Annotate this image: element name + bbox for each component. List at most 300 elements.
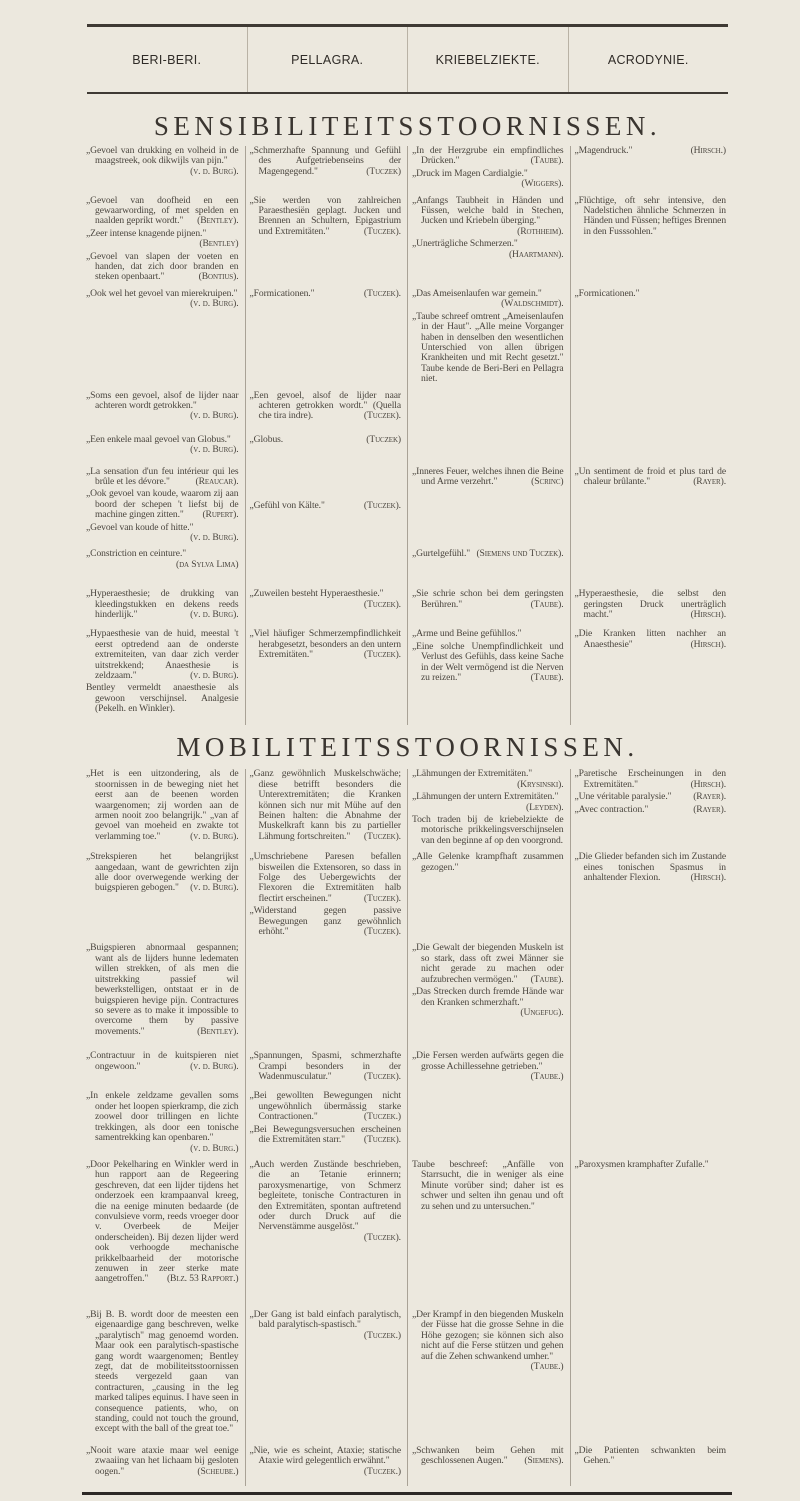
cell-beri-beri: [82, 769, 245, 852]
cell-beri-beri: [82, 467, 245, 550]
quote-text: „Un sentiment de froid et plus tard de chaleur brûlante.": [574, 465, 726, 487]
cell-acrodynie: [570, 196, 733, 289]
quote-entry: [412, 196, 564, 238]
cell-acrodynie: [570, 1091, 733, 1159]
quote-entry: [250, 435, 402, 445]
column-header-beri-beri: BERI-BERI.: [132, 52, 202, 67]
table-row: [82, 629, 732, 725]
quote-author: (v. d. Burg).: [190, 443, 239, 455]
quote-entry: [250, 589, 402, 610]
quote-author: (Tuczek): [366, 433, 401, 445]
quote-text: „Lähmungen der untern Extremitäten.": [412, 791, 559, 803]
quote-author: (Scrinc): [531, 475, 564, 487]
quote-entry: [412, 1310, 564, 1372]
quote-text: „Das Strecken durch fremde Hände war den Kranken schmerzhaft.": [412, 986, 564, 1008]
quote-entry: [86, 435, 239, 456]
quote-entry: [250, 852, 402, 904]
cell-acrodynie: [570, 852, 733, 943]
quote-author: (Siemens und Tuczek).: [476, 548, 564, 560]
quote-text: „Nooit ware ataxie maar wel eenige zwaaiing van het lichaam bij gesloten oogen.": [86, 1444, 239, 1477]
quote-author: (da Sylva Lima): [176, 558, 239, 570]
quote-text: „Bei Bewegungsversuchen erscheinen die Extremitäten starr.": [249, 1123, 401, 1146]
quote-entry: [412, 289, 564, 310]
quote-entry: [86, 943, 239, 1037]
quote-entry: [250, 1310, 402, 1341]
quote-author: (Scheube.): [197, 1465, 239, 1477]
quote-author: (Bentley): [199, 238, 239, 250]
table-row: [82, 852, 732, 943]
cell-kriebelziekte: [407, 1310, 570, 1446]
quote-entry: [575, 792, 727, 802]
quote-author: (Tuczek).: [363, 649, 401, 661]
quote-author: (Haartmann).: [508, 248, 564, 260]
quote-text: „Schwanken beim Gehen mit geschlossenen Augen.": [412, 1444, 564, 1467]
quote-entry: [412, 549, 564, 559]
quote-author: (Tuczek.): [363, 1329, 401, 1341]
quote-text: „Der Gang ist bald einfach paralytisch, bald paralytisch-spastisch.": [249, 1308, 401, 1331]
table-row: [82, 435, 732, 467]
cell-kriebelziekte: [407, 943, 570, 1051]
quote-entry: [575, 146, 727, 156]
quote-author: (Taube).: [530, 672, 564, 683]
cell-pellagra: [245, 146, 408, 196]
quote-text: „Ganz gewöhnlich Muskelschwäche; diese betrifft besonders die Unterextremitäten; die Kranken können sich nur mit Mühe auf den Beinen halten: die Abnahme der Muskelkraft kann bis zu partieller Lähmung fortschreiten.": [249, 768, 401, 842]
quote-text: „Gevoel van drukking en volheid in de maagstreek, ook dikwijls van pijn.": [86, 145, 239, 167]
quote-entry: [412, 239, 564, 260]
table-row: [82, 1446, 732, 1486]
quote-entry: [250, 196, 402, 238]
quote-entry: [86, 629, 239, 681]
quote-author: (v. d. Burg).: [190, 165, 239, 177]
quote-text: „Spannungen, Spasmi, schmerzhafte Crampi besonders in der Wadenmusculatur.": [249, 1050, 401, 1083]
quote-author: (v. d. Burg.): [190, 1142, 239, 1154]
quote-entry: [250, 1160, 402, 1243]
quote-text: „Die Glieder befanden sich im Zustande eines tonischen Spasmus in anhaltender Flexion.: [574, 851, 726, 884]
quote-entry: [575, 467, 727, 488]
quote-author: (v. d. Burg).: [190, 531, 239, 543]
quote-entry: [575, 1446, 727, 1467]
cell-pellagra: [245, 467, 408, 550]
quote-author: (Hirsch).: [690, 778, 726, 790]
cell-kriebelziekte: [407, 769, 570, 852]
quote-text: „Sie werden von zahlreichen Paraesthesiën geplagt. Jucken und Brennen an Schultern, Epigastrium und Extremitäten.": [249, 194, 401, 237]
quote-entry: [250, 629, 402, 660]
quote-author: (Bentley).: [197, 215, 239, 227]
quote-entry: [250, 391, 402, 422]
quote-text: „Formicationen.": [574, 287, 640, 299]
quote-author: (Wiggers).: [521, 178, 564, 190]
quote-author: (Tuczek).: [363, 830, 401, 842]
cell-acrodynie: [570, 943, 733, 1051]
quote-entry: [86, 523, 239, 544]
quote-author: (v. d. Burg).: [190, 1060, 239, 1072]
quote-entry: [575, 852, 727, 883]
quote-entry: [86, 146, 239, 177]
cell-acrodynie: [570, 629, 733, 725]
column-header-acrodynie: ACRODYNIE.: [568, 27, 729, 92]
cell-kriebelziekte: [407, 391, 570, 435]
quote-text: „Die Gewalt der biegenden Muskeln ist so stark, dass oft zwei Männer sie nicht gerade zu machen oder aufzubrechen vermögen.": [412, 942, 564, 985]
quote-entry: [412, 792, 564, 813]
quote-text: „Paroxysmen kramphafter Zufalle.": [574, 1158, 709, 1170]
cell-beri-beri: [82, 435, 245, 467]
section-title-sensibiliteit: SENSIBILITEITSSTOORNISSEN.: [153, 111, 662, 141]
cell-acrodynie: [570, 1160, 733, 1310]
quote-text: „Taube schreef omtrent „Ameisenlaufen in der Haut". „Alle meine Vorganger haben in denselben den wesentlichen Unterschied von allen übrigen Krankheiten und mit Recht gesetzt." Taube kende de Beri-Beri en Pellagra niet.: [412, 310, 564, 385]
cell-beri-beri: [82, 589, 245, 629]
quote-author: (Tuczek).: [363, 225, 401, 237]
cell-acrodynie: [570, 1310, 733, 1446]
quote-entry: [412, 1446, 564, 1467]
column-header-kriebelziekte: KRIEBELZIEKTE.: [407, 27, 568, 92]
column-header-row: [87, 24, 728, 94]
quote-entry: [250, 1051, 402, 1082]
table-row: [82, 146, 732, 196]
quote-text: „Magendruck.": [574, 145, 633, 156]
quote-text: „Het is een uitzondering, als de stoornissen in de beweging niet het eerst aan de beenen worden waargenomen; zij worden aan de armen nooit zoo belangrijk." „van af gevoel van moeheid en zwakte tot verlamming toe.": [86, 768, 239, 842]
quote-text: „Une véritable paralysie.": [574, 791, 672, 803]
quote-entry: [412, 987, 564, 1018]
quote-author: (Tuczek).: [363, 287, 401, 299]
quote-author: (v. d. Burg).: [190, 882, 239, 894]
quote-author: (Siemens).: [524, 1455, 564, 1467]
quote-text: „Ook gevoel van koude, waarom zij aan boord der schepen 't liefst bij de machine gingen zitten.": [86, 488, 239, 521]
cell-kriebelziekte: [407, 1446, 570, 1486]
quote-text: „Anfangs Taubheit in Händen und Füssen, welche bald in Stechen, Jucken und Kriebeln überging.": [412, 194, 564, 227]
cell-pellagra: [245, 1091, 408, 1159]
quote-entry: [86, 1091, 239, 1153]
table-row: [82, 1310, 732, 1446]
quote-entry: [575, 805, 727, 815]
quote-author: (Tuczek).: [363, 499, 401, 511]
quote-author: (Blz. 53 Rapport.): [166, 1273, 239, 1285]
quote-text: „Sie schrie schon bei dem geringsten Berühren.": [412, 588, 564, 610]
quote-text: „Gevoel van koude of hitte.": [86, 521, 194, 533]
quote-author: (Hirsch.): [690, 145, 726, 156]
quote-author: (Rayer).: [693, 803, 726, 815]
quote-entry: [412, 146, 564, 167]
quote-entry: [575, 629, 727, 650]
cell-beri-beri: [82, 1091, 245, 1159]
cell-kriebelziekte: [407, 629, 570, 725]
quote-author: (Bentley).: [197, 1025, 239, 1037]
quote-text: „Das Ameisenlaufen war gemein.": [412, 287, 542, 299]
cell-pellagra: [245, 769, 408, 852]
table-row: [82, 196, 732, 289]
table-row: [82, 1091, 732, 1159]
quote-entry: [412, 852, 564, 873]
quote-author: (v. d. Burg).: [190, 830, 239, 842]
quote-text: „Gevoel van slapen der voeten en handen, dat zich door branden en steken openbaart.": [86, 250, 239, 283]
table-row: [82, 467, 732, 550]
quote-entry: [250, 1446, 402, 1477]
cell-acrodynie: [570, 549, 733, 589]
table-row: [82, 589, 732, 629]
cell-acrodynie: [570, 435, 733, 467]
quote-author: (Hirsch).: [690, 609, 726, 621]
quote-entry: [412, 1051, 564, 1082]
cell-pellagra: [245, 943, 408, 1051]
quote-author: (Leyden).: [526, 801, 564, 813]
quote-entry: [412, 642, 564, 684]
quote-author: (Tuczek).: [363, 410, 401, 422]
quote-text: „Auch werden Zustände beschrieben, die an Tetanie erinnern; paroxysmenartige, von Schmerz begleitete, tonische Contracturen in den Extremitäten, spontan auftretend oder durch Druck auf die Nervenstämme ausgelöst.": [249, 1158, 401, 1233]
cell-beri-beri: [82, 1051, 245, 1091]
quote-author: (v. d. Burg).: [190, 609, 239, 621]
column-header-pellagra: PELLAGRA.: [247, 27, 408, 92]
quote-author: (Tuczek.): [363, 1465, 401, 1477]
quote-entry: [250, 289, 402, 299]
quote-text: „Die Fersen werden aufwärts gegen die grosse Achillessehne getrieben.": [412, 1050, 564, 1072]
quote-text: „Eine solche Unempfindlichkeit und Verlust des Gefühls, dass keine Sache in der Welt vermögend ist die Nerven zu reizen.": [412, 640, 564, 683]
quote-entry: [86, 252, 239, 283]
quote-entry: [86, 1310, 239, 1435]
table-row: [82, 289, 732, 391]
quote-entry: [86, 589, 239, 620]
quote-entry: [86, 196, 239, 227]
quote-author: (Waldschmidt).: [501, 298, 564, 310]
quote-entry: [575, 289, 727, 299]
quote-text: „Die Patienten schwankten beim Gehen.": [574, 1444, 726, 1467]
cell-kriebelziekte: [407, 289, 570, 391]
cell-pellagra: [245, 1051, 408, 1091]
cell-kriebelziekte: [407, 467, 570, 550]
quote-entry: [86, 489, 239, 520]
quote-text: „Een gevoel, alsof de lijder naar achteren getrokken wordt." (Quella che tira indre).: [249, 389, 401, 422]
cell-kriebelziekte: [407, 435, 570, 467]
quote-entry: [86, 549, 239, 570]
quote-author: (Tuczek): [366, 165, 401, 177]
quote-entry: [575, 769, 727, 790]
quote-author: (Taube.): [530, 1071, 564, 1083]
quote-text: „Gurtelgefühl.": [412, 548, 471, 560]
quote-text: „In der Herzgrube ein empfindliches Drücken.": [412, 145, 564, 167]
quote-entry: [250, 769, 402, 842]
quote-author: (Rayer).: [693, 791, 726, 803]
quote-author: (Taube).: [530, 598, 564, 610]
cell-kriebelziekte: [407, 196, 570, 289]
quote-entry: [412, 629, 564, 639]
table-row: [82, 391, 732, 435]
quote-entry: [575, 196, 727, 238]
quote-text: „Bei gewollten Bewegungen nicht ungewöhnlich übermässig starke Contractionen.": [249, 1090, 401, 1123]
quote-author: (Tuczek.): [363, 1111, 401, 1123]
quote-entry: [412, 815, 564, 846]
cell-beri-beri: [82, 943, 245, 1051]
cell-acrodynie: [570, 769, 733, 852]
quote-entry: [250, 501, 402, 511]
quote-text: „In enkele zeldzame gevallen soms onder het loopen spierkramp, die zich zoowel door trillingen en lichte trekkingen, als door een tonische samentrekking kan openbaren.": [86, 1090, 239, 1144]
quote-entry: [86, 1051, 239, 1072]
quote-text: „Formicationen.": [249, 287, 315, 299]
quote-text: „Zeer intense knagende pijnen.": [86, 227, 207, 239]
quote-author: (Tuczek).: [363, 926, 401, 938]
quote-entry: [412, 1160, 564, 1212]
quote-text: „Der Krampf in den biegenden Muskeln der Füsse hat die grosse Sehne in die Höhe gezogen; sie können sich also nicht auf die Ferse stützen und gehen auf die Zehen schwankend umher.": [412, 1308, 564, 1362]
cell-beri-beri: [82, 1160, 245, 1310]
section-title-mobiliteit: MOBILITEITSSTOORNISSEN.: [176, 732, 639, 763]
cell-acrodynie: [570, 1051, 733, 1091]
quote-text: „Nie, wie es scheint, Ataxie; statische Ataxie wird gelegentlich erwähnt.": [249, 1444, 401, 1467]
cell-beri-beri: [82, 196, 245, 289]
quote-text: „Hypaesthesie van de huid, meestal 't eerst optredend aan de onderste extremiteiten, van daar zich verder uitstrekkend; Anaesthesie is zeldzaam.": [86, 628, 239, 681]
quote-entry: [86, 467, 239, 488]
quote-author: (Rayer).: [693, 475, 726, 487]
cell-acrodynie: [570, 391, 733, 435]
quote-text: „Widerstand gegen passive Bewegungen ganz gewöhnlich erhöht.": [249, 905, 401, 938]
cell-beri-beri: [82, 1310, 245, 1446]
quote-text: „Hyperaesthesie; de drukking van kleedingstukken en dekens reeds hinderlijk.": [86, 588, 239, 621]
quote-text: „Umschriebene Paresen befallen bisweilen die Extensoren, so dass in Folge des Uebergewichts der Flexoren die Extremitäten halb flectirt erscheinen.": [249, 851, 401, 904]
cell-pellagra: [245, 196, 408, 289]
quote-text: „Unerträgliche Schmerzen.": [412, 238, 518, 250]
cell-kriebelziekte: [407, 852, 570, 943]
cell-acrodynie: [570, 1446, 733, 1486]
quote-text: Taube beschreef: „Anfälle von Starrsucht, die in weniger als eine Minute vorüber sind; daher ist es schwer und selten ihn genau und oft zu sehen und zu untersuchen.": [412, 1158, 564, 1212]
quote-text: „Zuweilen besteht Hyperaesthesie.": [249, 588, 384, 600]
cell-kriebelziekte: [407, 549, 570, 589]
quote-entry: [412, 467, 564, 488]
quote-entry: [412, 769, 564, 790]
cell-pellagra: [245, 1160, 408, 1310]
quote-entry: [250, 146, 402, 177]
quote-text: „Lähmungen der Extremitäten.": [412, 768, 533, 780]
section-mobiliteit-table: [82, 769, 732, 1486]
quote-entry: [86, 1160, 239, 1285]
table-row: [82, 769, 732, 852]
cell-kriebelziekte: [407, 1091, 570, 1159]
quote-author: (Rupert).: [202, 509, 239, 521]
quote-author: (Tuczek).: [363, 1231, 401, 1243]
quote-author: (Tuczek).: [363, 1134, 401, 1146]
quote-text: „Druck im Magen Cardialgie.": [412, 167, 528, 179]
table-row: [82, 549, 732, 589]
cell-beri-beri: [82, 629, 245, 725]
quote-entry: [412, 312, 564, 385]
quote-text: „Flüchtige, oft sehr intensive, den Nadelstichen ähnliche Schmerzen in Händen und Füssen; heftiges Brennen in den Fusssohlen.": [574, 194, 727, 237]
cell-beri-beri: [82, 391, 245, 435]
cell-pellagra: [245, 391, 408, 435]
quote-entry: [575, 1160, 727, 1170]
quote-entry: [86, 852, 239, 894]
cell-pellagra: [245, 549, 408, 589]
quote-text: „Bij B. B. wordt door de meesten een eigenaardige gang beschreven, welke „paralytisch" mag genoemd worden. Maar ook een paralytisch-spastische gang wordt waargenomen; Bentley zegt, dat de mobiliteitsstoornissen steeds vergezeld gaan van contracturen, „causing in the leg marked talipes equinus. I have seen in consequence patients, who, on standing, could not touch the ground, except with the ball of the great toe.": [86, 1308, 239, 1435]
quote-text: „Soms een gevoel, alsof de lijder naar achteren wordt getrokken.": [86, 389, 239, 411]
quote-text: „Arme und Beine gefühllos.": [412, 628, 522, 640]
quote-author: (Hirsch).: [690, 638, 726, 650]
quote-text: „Buigspieren abnormaal gespannen; want als de lijders hunne ledematen willen strekken, of als men die uitstrekking passief wil bewerkstelligen, ontstaat er in de buigspieren hevige pijn. Contractures so severe as to make it impossible to overcome them by passive movements.": [86, 942, 239, 1037]
quote-entry: [86, 683, 239, 714]
quote-text: „Ook wel het gevoel van mierekruipen.": [86, 287, 238, 299]
quote-text: „Constriction en ceinture.": [86, 548, 187, 560]
quote-entry: [86, 229, 239, 250]
bottom-rule: [82, 1492, 732, 1495]
quote-author: (Taube).: [530, 973, 564, 985]
cell-beri-beri: [82, 549, 245, 589]
cell-acrodynie: [570, 589, 733, 629]
cell-acrodynie: [570, 289, 733, 391]
quote-author: (Taube.): [530, 1360, 564, 1372]
quote-entry: [412, 943, 564, 985]
quote-entry: [86, 1446, 239, 1477]
cell-beri-beri: [82, 852, 245, 943]
quote-text: „Avec contraction.": [574, 803, 649, 815]
quote-author: (v. d. Burg).: [190, 670, 239, 681]
cell-acrodynie: [570, 146, 733, 196]
cell-pellagra: [245, 1310, 408, 1446]
cell-pellagra: [245, 589, 408, 629]
section-sensibiliteit-table: [82, 146, 732, 725]
quote-entry: [86, 289, 239, 310]
quote-text: „Paretische Erscheinungen in den Extremitäten.": [574, 768, 726, 790]
cell-pellagra: [245, 629, 408, 725]
quote-text: „Inneres Feuer, welches ihnen die Beine und Arme verzehrt.": [412, 465, 564, 487]
quote-text: „La sensation d'un feu intérieur qui les brûle et les dévore.": [86, 465, 239, 487]
quote-text: „Hyperaesthesie, die selbst den geringsten Druck unerträglich macht.": [574, 588, 726, 621]
quote-author: (Tuczek).: [363, 892, 401, 904]
table-row: [82, 1051, 732, 1091]
cell-pellagra: [245, 1446, 408, 1486]
cell-acrodynie: [570, 467, 733, 550]
cell-pellagra: [245, 852, 408, 943]
quote-author: (Tuczek).: [363, 1071, 401, 1083]
table-row: [82, 1160, 732, 1310]
quote-author: (Rothheim).: [517, 225, 564, 237]
cell-kriebelziekte: [407, 1051, 570, 1091]
quote-text: „Contractuur in de kuitspieren niet ongewoon.": [86, 1050, 239, 1072]
quote-text: „Gevoel van doofheid en een gewaarwording, of met spelden en naalden geprikt wordt.": [86, 194, 239, 227]
quote-author: (Krysinski).: [517, 778, 564, 790]
quote-text: „Schmerzhafte Spannung und Gefühl des Aufgetriebenseins der Magengegend.": [249, 145, 401, 177]
quote-text: „Alle Gelenke krampfhaft zusammen gezogen.": [412, 851, 564, 873]
quote-text: Toch traden bij de kriebelziekte de motorische prikkelingsverschijnselen van den beginne af op den voorgrond.: [412, 814, 564, 846]
quote-text: „Door Pekelharing en Winkler werd in hun rapport aan de Regeering geschreven, dat een lijder tijdens het onderzoek een krampaanval kreeg, die na eenige minuten bedaarde (de convulsieve vorm, reeds vroeger door v. Overbeek de Meijer onderscheiden). Bij dezen lijder werd ook verhoogde mechanische prikkelbaarheid der motorische zenuwen in zeer sterke mate aangetroffen.": [86, 1158, 239, 1285]
quote-entry: [250, 1125, 402, 1146]
quote-text: „Strekspieren het belangrijkst aangedaan, want de gewrichten zijn alle door overwegende werking der buigspieren gebogen.": [86, 851, 239, 894]
quote-text: „Viel häufiger Schmerzempfindlichkeit herabgesetzt, besonders an den untern Extremitäten.": [249, 628, 401, 661]
quote-entry: [86, 769, 239, 842]
quote-text: „Die Kranken litten nachher an Anaesthesie": [574, 628, 726, 650]
cell-beri-beri: [82, 289, 245, 391]
cell-pellagra: [245, 435, 408, 467]
quote-entry: [412, 169, 564, 190]
quote-author: (Hirsch).: [690, 872, 726, 884]
quote-author: (Bontius).: [198, 271, 239, 283]
quote-text: „Gefühl von Kälte.": [249, 499, 325, 511]
quote-entry: [86, 391, 239, 422]
quote-author: (Ungefug).: [520, 1006, 564, 1018]
cell-pellagra: [245, 289, 408, 391]
quote-entry: [575, 589, 727, 620]
cell-kriebelziekte: [407, 589, 570, 629]
quote-entry: [250, 1091, 402, 1122]
quote-entry: [250, 906, 402, 937]
quote-text: „Een enkele maal gevoel van Globus.": [86, 433, 231, 445]
cell-kriebelziekte: [407, 146, 570, 196]
quote-author: (Tuczek).: [363, 598, 401, 610]
quote-author: (v. d. Burg).: [190, 410, 239, 422]
quote-text: Bentley vermeldt anaesthesie als gewoon verschijnsel. Analgesie (Pekelh. en Winkler).: [86, 682, 239, 715]
cell-beri-beri: [82, 146, 245, 196]
quote-author: (Reaucar).: [195, 475, 239, 487]
cell-kriebelziekte: [407, 1160, 570, 1310]
quote-author: (Taube).: [530, 155, 564, 167]
quote-text: „Globus.: [249, 433, 284, 445]
table-row: [82, 943, 732, 1051]
quote-entry: [412, 589, 564, 610]
quote-author: (v. d. Burg).: [190, 298, 239, 310]
cell-beri-beri: [82, 1446, 245, 1486]
